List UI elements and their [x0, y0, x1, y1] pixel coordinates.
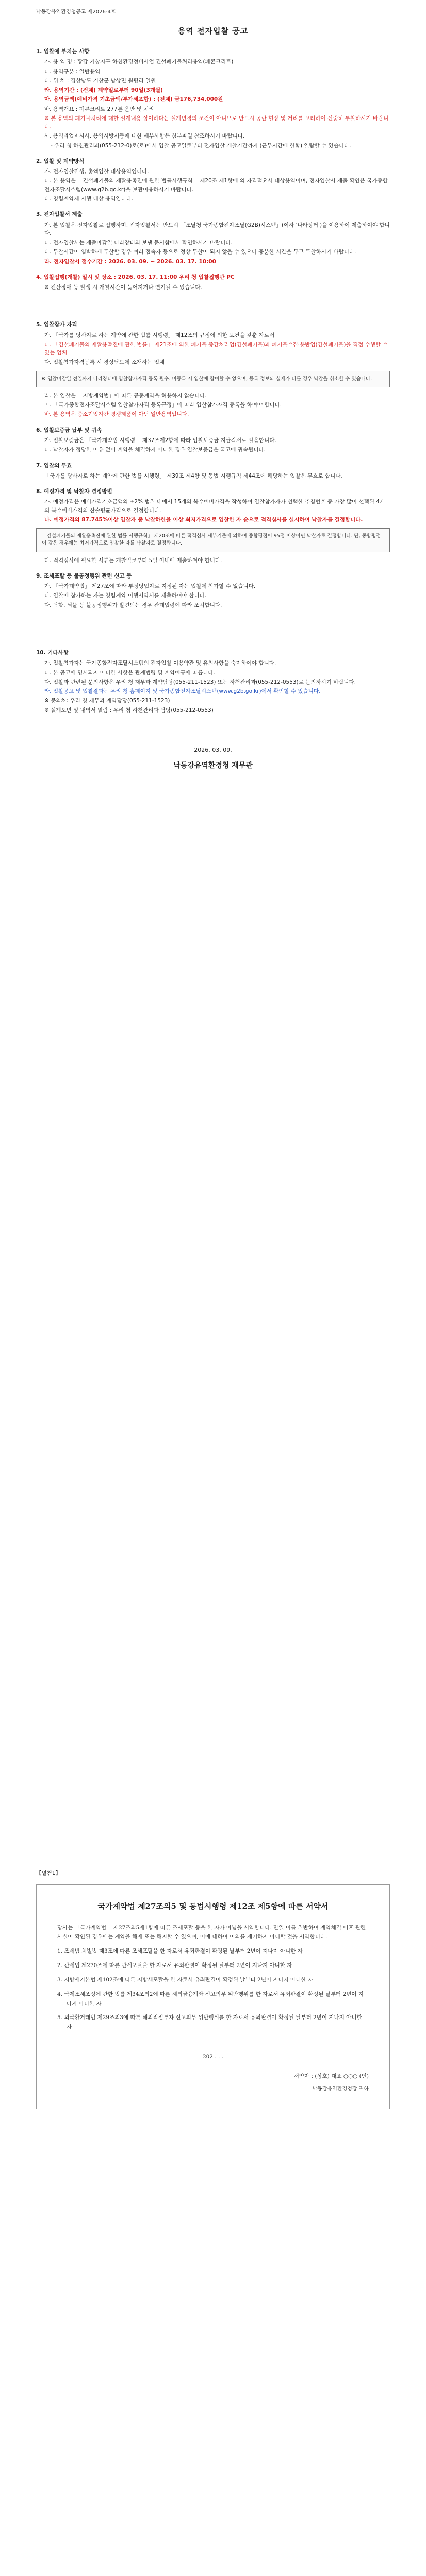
eligibility-c: 다. 입찰참가자격등록 시 경상남도에 소재하는 업체	[44, 359, 165, 366]
misc-d: 라. 입찰공고 및 입찰결과는 우리 청 홈페이지 및 국가종합전자조달시스템(www.g2b.go.kr)에서 확인할 수 있습니다.	[44, 688, 321, 695]
opening-datetime: 4. 입찰집행(개찰) 일시 및 장소 : 2026. 03. 17. 11:00 우리 청 입찰집행관 PC	[36, 274, 235, 280]
section-10	[36, 649, 390, 715]
submission-period: 라. 전자입찰서 접수기간 : 2026. 03. 09. ~ 2026. 03. 17. 10:00	[44, 258, 216, 265]
attachment-item-4: 4. 국제조세조정에 관한 법률 제34조의2에 따른 해외금융계좌 신고의무 위반행위를 한 자로서 유죄판결이 확정된 날부터 2년이 지나지 아니한 자	[57, 1991, 364, 2007]
blank-area	[0, 798, 426, 1854]
eligibility-notice-box: ※ 입찰마감일 전일까지 나라장터에 입찰참가자격 등록 필수. 미등록 시 입찰에 참여할 수 없으며, 등록 정보와 실제가 다를 경우 낙찰을 취소할 수 있습니다.	[36, 371, 390, 387]
section-7	[36, 462, 390, 481]
attachment-item-5: 5. 외국환거래법 제29조의3에 따른 해외직접투자 신고의무 위반행위를 한 자로서 유죄판결이 확정된 날부터 2년이 지나지 아니한 자	[57, 2014, 362, 2030]
section-heading: 6. 입찰보증금 납부 및 귀속	[36, 427, 102, 433]
fraud-a: 가. 「국가계약법」 제27조에 따라 부정당업자로 지정된 자는 입찰에 참가할 수 없습니다.	[44, 583, 256, 590]
attachment-label: 【별첨1】	[36, 1870, 61, 1876]
notice-number: 낙동강유역환경청공고 제2026-4호	[36, 9, 116, 15]
section-2	[36, 157, 390, 203]
section-9	[36, 572, 390, 609]
section-heading: 5. 입찰참가 자격	[36, 321, 77, 328]
notice-date: 2026. 03. 09.	[194, 746, 232, 753]
misc-c: 다. 입찰과 관련된 문의사항은 우리 청 재무과 계약담당(055-211-1523) 또는 하천관리과(055-212-0553)로 문의하시기 바랍니다.	[44, 679, 356, 685]
eligibility-b: 나. 「건설폐기물의 재활용촉진에 관한 법률」 제21조에 의한 폐기물 중간처리업(건설폐기물)과 폐기물수집·운반업(건설폐기물)을 직접 수행할 수 있는 업체	[44, 341, 388, 357]
eligibility-e: 마. 「국가종합전자조달시스템 입찰참가자격 등록규정」에 따라 입찰참가자격 등록을 하여야 합니다.	[44, 402, 282, 409]
notice-body	[0, 47, 426, 772]
submission-rule: 가. 본 입찰은 전자입찰로 집행하며, 전자입찰서는 반드시 「조달청 국가종합전자조달(G2B)시스템」(이하 '나라장터')을 이용하여 제출하여야 합니다.	[44, 222, 390, 236]
section-8	[36, 487, 390, 565]
misc-contact: ※ 문의처: 우리 청 재무과 계약담당(055-211-1523)	[44, 698, 170, 704]
price-rule-a: 가. 예정가격은 예비가격기초금액의 ±2% 범위 내에서 15개의 복수예비가격을 작성하여 입찰참가자가 선택한 추첨번호 중 가장 많이 선택된 4개의 복수예비가격의 산술평균가격으로 결정합니다.	[44, 499, 385, 514]
attachment-signer: 서약자 : (상호) 대표 ○○○ (인)	[293, 2073, 369, 2079]
section-heading: 10. 기타사항	[36, 649, 69, 656]
service-amount: 마. 용역금액(예비가격 기초금액/부가세포함) : (전체) 금176,734,000원	[44, 96, 223, 103]
integrity-contract: 다. 청렴계약제 시행 대상 용역입니다.	[44, 195, 134, 202]
section-3	[36, 210, 390, 266]
bid-method: 가. 전자입찰집행, 총액입찰 대상용역입니다.	[44, 168, 149, 175]
misc-b: 나. 본 공고에 명시되지 아니한 사항은 관계법령 및 계약예규에 따릅니다.	[44, 669, 215, 676]
fraud-c: 다. 담합, 뇌물 등 불공정행위가 발견되는 경우 관계법령에 따라 조치합니다.	[44, 602, 222, 608]
issuing-authority: 낙동강유역환경청 재무관	[173, 761, 253, 770]
deposit-a: 가. 입찰보증금은 「국가계약법 시행령」 제37조제2항에 따라 입찰보증금 지급각서로 갈음합니다.	[44, 437, 276, 444]
qualification-rule: 나. 본 용역은 「건설폐기물의 재활용촉진에 관한 법률시행규칙」 제20조 제1항에 의 자격적요서 대상용역이며, 전자입찰서 제출 확인은 국가종합전자조달시스템(www.g2b.go.kr)을 보관이용하시기 바랍니다.	[44, 178, 388, 193]
attachment-item-2: 2. 관세법 제270조에 따른 관세포탈을 한 자로서 유죄판결이 확정된 날부터 2년이 지나지 아니한 자	[57, 1962, 292, 1969]
service-overview: 바. 용역개요 : 폐콘크리트 277톤 운반 및 처리	[44, 106, 154, 112]
service-period: 라. 용역기간 : (전체) 계약일로부터 90일(3개월)	[44, 87, 163, 94]
price-rule-c: 다. 적격심사에 필요한 서류는 개찰일로부터 5일 이내에 제출하여야 합니다.	[44, 557, 222, 564]
price-rule-box: 「건설폐기물의 재활용촉진에 관한 법률 시행규칙」 제20조에 따른 적격심사 세부기준에 의하여 종합평점이 95점 이상이면 낙찰자로 결정합니다. 단, 종합평점이 같은 경우에는 최저가격으로 입찰한 자를 낙찰자로 결정합니다.	[36, 528, 390, 552]
attachment-pledge	[36, 1884, 390, 2109]
service-docs-detail: - 우리 청 하천관리과(055-212-0)로(로)에서 입찰 공고일로부터 전자입찰 개찰기간까지 (근무시간에 한함) 열람할 수 있습니다.	[51, 142, 351, 149]
attachment-date: 202 . . .	[202, 2054, 224, 2060]
section-heading: 9. 조세포탈 등 불공정행위 관련 신고 등	[36, 572, 132, 579]
attachment-title: 국가계약법 제27조의5 및 동법시행령 제12조 제5항에 따른 서약서	[97, 1901, 329, 1911]
attachment-item-3: 3. 지방세기본법 제102조에 따른 지방세포탈을 한 자로서 유죄판결이 확정된 날부터 2년이 지나지 아니한 자	[57, 1976, 313, 1983]
eligibility-f: 바. 본 용역은 중소기업자간 경쟁제품이 아닌 일반용역입니다.	[44, 411, 189, 418]
opening-note: ※ 전산장애 등 발생 시 개찰시간이 늦어지거나 연기될 수 있습니다.	[44, 284, 202, 291]
service-name: 가. 용 역 명 : 황강 거창지구 하천환경정비사업 건설폐기물처리용역(폐콘크리트)	[44, 59, 234, 65]
fraud-b: 나. 입찰에 참가하는 자는 청렴계약 이행서약서를 제출하여야 합니다.	[44, 592, 207, 599]
section-heading: 8. 예정가격 및 낙찰자 결정방법	[36, 488, 112, 495]
service-warning: ※ 본 용역의 폐기물처리에 대한 설계내용 상이하다는 설계변경의 조건이 아니므로 반드시 공란 현장 및 거리를 고려하여 신중히 투찰하시기 바랍니다.	[44, 115, 389, 130]
section-heading: 2. 입찰 및 계약방식	[36, 158, 85, 164]
attachment-body	[57, 1924, 369, 2093]
invalid-bid-rule: 「국가를 당사자로 하는 계약에 관한 법률 시행령」 제39조 제4항 및 동법 시행규칙 제44조에 해당하는 입찰은 무효로 합니다.	[44, 472, 342, 479]
attachment-item-1: 1. 조세범 처벌법 제3조에 따른 조세포탈을 한 자로서 유죄판결이 확정된 날부터 2년이 지나지 아니한 자	[57, 1948, 303, 1955]
price-rule-b: 나. 예정가격의 87.745%이상 입찰자 중 낙찰하한율 이상 최저가격으로 입찰한 자 순으로 적격심사를 실시하여 낙찰자를 결정합니다.	[44, 516, 363, 523]
section-heading: 7. 입찰의 무효	[36, 462, 72, 469]
attachment-intro: 당사는 「국가계약법」 제27조의5제1항에 따른 조세포탈 등을 한 자가 아님을 서약합니다. 만일 이를 위반하여 계약체결 이후 관련 사실이 확인된 경우에는 계약을 해제 또는 해지할 수 있으며, 이에 대하여 이의를 제기하지 아니할 것을 서약합니다.	[57, 1924, 366, 1940]
section-heading: 1. 입찰에 부치는 사항	[36, 48, 90, 55]
misc-a: 가. 입찰참가자는 국가종합전자조달시스템의 전자입찰 이용약관 및 유의사항을 숙지하여야 합니다.	[44, 660, 276, 667]
submission-check: 나. 전자입찰서는 제출마감일 나라장터의 보낸 문서함에서 확인하시기 바랍니다.	[44, 240, 233, 246]
section-4	[36, 273, 390, 292]
section-6	[36, 426, 390, 454]
section-5	[36, 320, 390, 418]
submission-warning: 다. 투찰시간이 임박하게 투찰할 경우 여러 접속자 등으로 정상 투찰이 되지 않을 수 있으니 충분한 시간을 두고 투찰하시기 바랍니다.	[44, 249, 356, 256]
section-1	[36, 47, 390, 150]
eligibility-d: 라. 본 입찰은 「지방계약법」에 따른 공동계약을 허용하지 않습니다.	[44, 392, 207, 399]
attachment-recipient: 낙동강유역환경청장 귀하	[312, 2086, 369, 2092]
eligibility-a: 가. 「국가를 당사자로 하는 계약에 관한 법률 시행령」 제12조의 규정에 의한 요건을 갖춘 자로서	[44, 332, 275, 338]
deposit-b: 나. 낙찰자가 정당한 이유 없이 계약을 체결하지 아니한 경우 입찰보증금은 국고에 귀속됩니다.	[44, 447, 266, 453]
misc-drawings: ※ 설계도면 및 내역서 열람 : 우리 청 하천관리과 담당(055-212-0553)	[44, 707, 214, 714]
notice-title: 용역 전자입찰 공고	[177, 26, 249, 36]
section-heading: 3. 전자입찰서 제출	[36, 211, 83, 218]
service-location: 다. 위 치 : 경상남도 거창군 남상면 월평리 일원	[44, 77, 156, 84]
service-docs: 사. 용역과업지시서, 용역시방서등에 대한 세부사항은 첨부파일 참조하시기 바랍니다.	[44, 133, 245, 140]
service-type: 나. 용역구분 : 일반용역	[44, 68, 101, 75]
